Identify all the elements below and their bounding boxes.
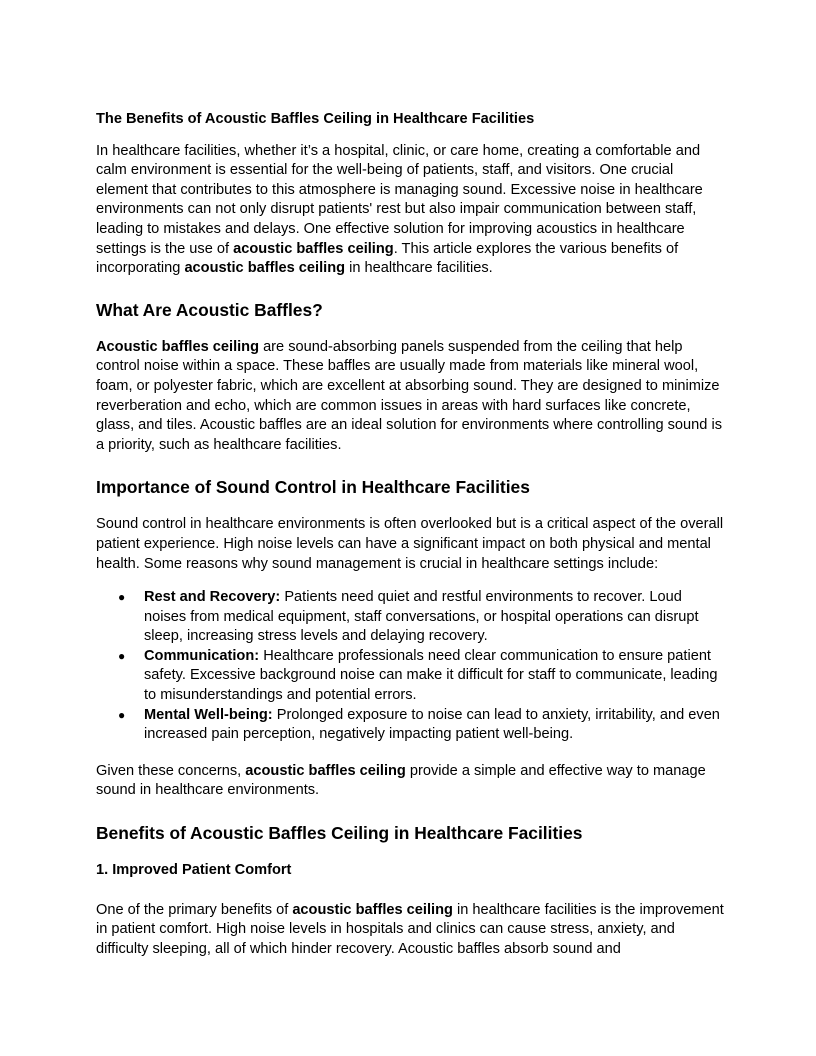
- list-item-label: Rest and Recovery:: [144, 589, 281, 606]
- intro-text-2: . This article explores the various benefits of incorporating: [96, 240, 679, 277]
- bullet-icon: ●: [118, 648, 126, 663]
- section-heading-what-are-baffles: What Are Acoustic Baffles?: [96, 299, 323, 320]
- list-item-text: Patients need quiet and restful environments to recover. Loud noises from medical equipment, staff conversations, or hospital operations can disrupt sleep, increasing stress levels and delaying recovery.: [144, 589, 699, 645]
- document-title: The Benefits of Acoustic Baffles Ceiling in Healthcare Facilities: [96, 111, 535, 127]
- subheading-patient-comfort: 1. Improved Patient Comfort: [96, 862, 292, 879]
- closing-text-2: provide a simple and effective way to manage sound in healthcare environments.: [96, 762, 706, 799]
- list-item-label: Communication:: [144, 647, 260, 664]
- section1-paragraph: [96, 338, 724, 456]
- intro-text-1: In healthcare facilities, whether it’s a hospital, clinic, or care home, creating a comfortable and calm environment is essential for the well-being of patients, staff, and visitors. One crucial element that contributes to this atmosphere is managing sound. Excessive noise in healthcare environments can not only disrupt patients' rest but also impair communication between staff, leading to mistakes and delays. One effective solution for improving acoustics in healthcare settings is the use of: [96, 142, 703, 257]
- document-page: [96, 110, 724, 976]
- reasons-list: [96, 588, 724, 745]
- intro-bold-2: acoustic baffles ceiling: [184, 260, 346, 277]
- section3-paragraph: [96, 901, 724, 960]
- section-heading-importance: Importance of Sound Control in Healthcare Facilities: [96, 477, 530, 498]
- list-item: [96, 588, 724, 647]
- list-item-text: Healthcare professionals need clear communication to ensure patient safety. Excessive background noise can make it difficult for staff to communicate, leading to misunderstandings and potential errors.: [144, 647, 718, 704]
- list-item: [96, 706, 724, 745]
- list-item-label: Mental Well-being:: [144, 706, 273, 723]
- section2-paragraph: Sound control in healthcare environments is often overlooked but is a critical aspect of the overall patient experience. High noise levels can have a significant impact on both physical and mental health. Some reasons why sound management is crucial in healthcare settings include:: [96, 516, 724, 572]
- intro-text-3: in healthcare facilities.: [345, 260, 493, 277]
- section1-text: are sound-absorbing panels suspended from the ceiling that help control noise within a space. These baffles are usually made from materials like mineral wool, foam, or polyester fabric, which are excellent at absorbing sound. They are designed to minimize reverberation and echo, which are common issues in areas with hard surfaces like concrete, glass, and tiles. Acoustic baffles are an ideal solution for environments where controlling sound is a priority, such as healthcare facilities.: [96, 338, 722, 453]
- intro-paragraph: [96, 142, 724, 279]
- section3-text-2: in healthcare facilities is the improvement in patient comfort. High noise levels in hospitals and clinics can cause stress, anxiety, and difficulty sleeping, all of which hinder recovery. Acoustic baffles absorb sound and: [96, 901, 724, 957]
- section1-bold: Acoustic baffles ceiling: [96, 338, 260, 355]
- closing-text-1: Given these concerns,: [96, 762, 246, 779]
- bullet-icon: ●: [118, 590, 126, 605]
- intro-bold-1: acoustic baffles ceiling: [233, 240, 394, 257]
- section3-bold: acoustic baffles ceiling: [292, 901, 453, 918]
- section2-closing-paragraph: [96, 762, 724, 801]
- bullet-icon: ●: [118, 707, 126, 722]
- list-item-text: Prolonged exposure to noise can lead to anxiety, irritability, and even increased pain perception, negatively impacting patient well-being.: [144, 706, 720, 743]
- section-heading-benefits: Benefits of Acoustic Baffles Ceiling in Healthcare Facilities: [96, 823, 583, 844]
- list-item: [96, 647, 724, 706]
- closing-bold: acoustic baffles ceiling: [245, 762, 406, 779]
- section3-text-1: One of the primary benefits of: [96, 901, 293, 918]
